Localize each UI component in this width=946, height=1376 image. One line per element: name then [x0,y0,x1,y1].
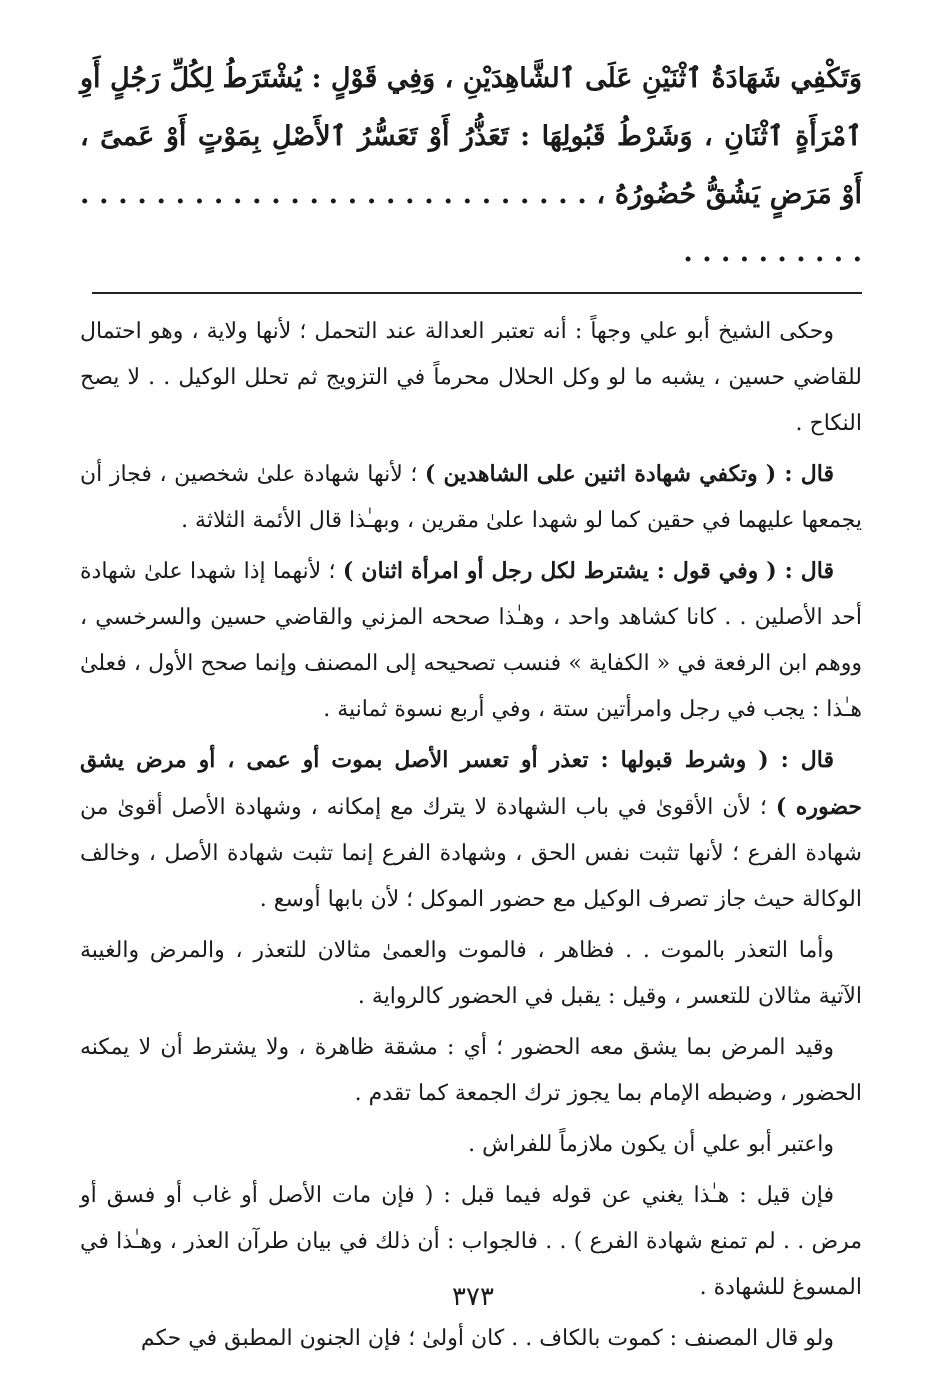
quoted-matn: قال : ( وشرط قبولها : تعذر أو تعسر الأصل بموت أو عمى ، أو مرض يشق حضوره ) [80,747,862,820]
quoted-matn: قال : ( وفي قول : يشترط لكل رجل أو امرأة اثنان ) [342,558,835,584]
commentary-paragraph: واعتبر أبو علي أن يكون ملازماً للفراش . [468,1132,834,1157]
commentary-paragraph: قال : ( وفي قول : يشترط لكل رجل أو امرأة اثنان ) ؛ لأنهما إذا شهدا علىٰ شهادة أحد الأصلين . . كانا كشاهد واحد ، وهـٰذا صححه المزني والقاضي حسين والسرخسي ، ووهم ابن الرفعة في « الكفاية » فنسب تصحيحه إلى المصنف وإنما صحح الأول ، فعلىٰ هـٰذا : يجب في رجل وامرأتين ستة ، وفي أربع نسوة ثمانية . [80,558,862,722]
commentary-paragraph: وحكى الشيخ أبو علي وجهاً : أنه تعتبر العدالة عند التحمل ؛ لأنها ولاية ، وهو احتمال للقاضي حسين ، يشبه ما لو وكل الحلال محرماً في التزويج ثم تحلل الوكيل . . لا يصح النكاح . [80,319,862,436]
separator-rule [92,292,862,294]
commentary-paragraph: قال : ( وشرط قبولها : تعذر أو تعسر الأصل بموت أو عمى ، أو مرض يشق حضوره ) ؛ لأن الأقوىٰ في باب الشهادة لا يترك مع إمكانه ، وشهادة الأصل أقوىٰ من شهادة الفرع ؛ لأنها تثبت نفس الحق ، وشهادة الفرع إنما تثبت شهادة الأصل ، وخالف الوكالة حيث جاز تصرف الوكيل مع حضور الموكل ؛ لأن بابها أوسع . [80,747,862,912]
commentary-paragraph: وقيد المرض بما يشق معه الحضور ؛ أي : مشقة ظاهرة ، ولا يشترط أن لا يمكنه الحضور ، وضبطه الإمام بما يجوز ترك الجمعة كما تقدم . [80,1035,862,1106]
commentary-paragraph: وأما التعذر بالموت . . فظاهر ، فالموت والعمىٰ مثالان للتعذر ، والمرض والغيبة الآتية مثالان للتعسر ، وقيل : يقبل في الحضور كالرواية . [80,938,862,1009]
commentary-paragraph: فإن قيل : هـٰذا يغني عن قوله فيما قبل : ( فإن مات الأصل أو غاب أو فسق أو مرض . . لم تمنع شهادة الفرع ) . . فالجواب : أن ذلك في بيان طرآن العذر ، وهـٰذا في المسوغ للشهادة . [80,1183,862,1300]
quoted-matn: قال : ( وتكفي شهادة اثنين على الشاهدين ) [424,461,834,487]
matn-text: وَتَكْفِي شَهَادَةُ ٱثْنَيْنِ عَلَى ٱلشَّاهِدَيْنِ ، وَفِي قَوْلٍ : يُشْتَرَطُ لِكُلِّ رَجُلٍ أَوِ ٱمْرَأَةٍ ٱثْنَانِ ، وَشَرْطُ قَبُولِهَا : تَعَذُّرُ أَوْ تَعَسُّرُ ٱلأَصْلِ بِمَوْتٍ أَوْ عَمىً ، أَوْ مَرَضٍ يَشُقُّ حُضُورُهُ ، . . . . . . . . . . . . . . . . . . . . . . . . . . . . . . . . . . . . . [80,63,862,268]
commentary [80,308,862,1362]
commentary-paragraph: قال : ( وتكفي شهادة اثنين على الشاهدين ) ؛ لأنها شهادة علىٰ شخصين ، فجاز أن يجمعها عليهما في حقين كما لو شهدا علىٰ مقرين ، وبهـٰذا قال الأئمة الثلاثة . [80,461,862,533]
page-number: ٣٧٣ [452,1282,494,1312]
commentary-paragraph: ولو قال المصنف : كموت بالكاف . . كان أولىٰ ؛ فإن الجنون المطبق في حكم [140,1326,834,1351]
